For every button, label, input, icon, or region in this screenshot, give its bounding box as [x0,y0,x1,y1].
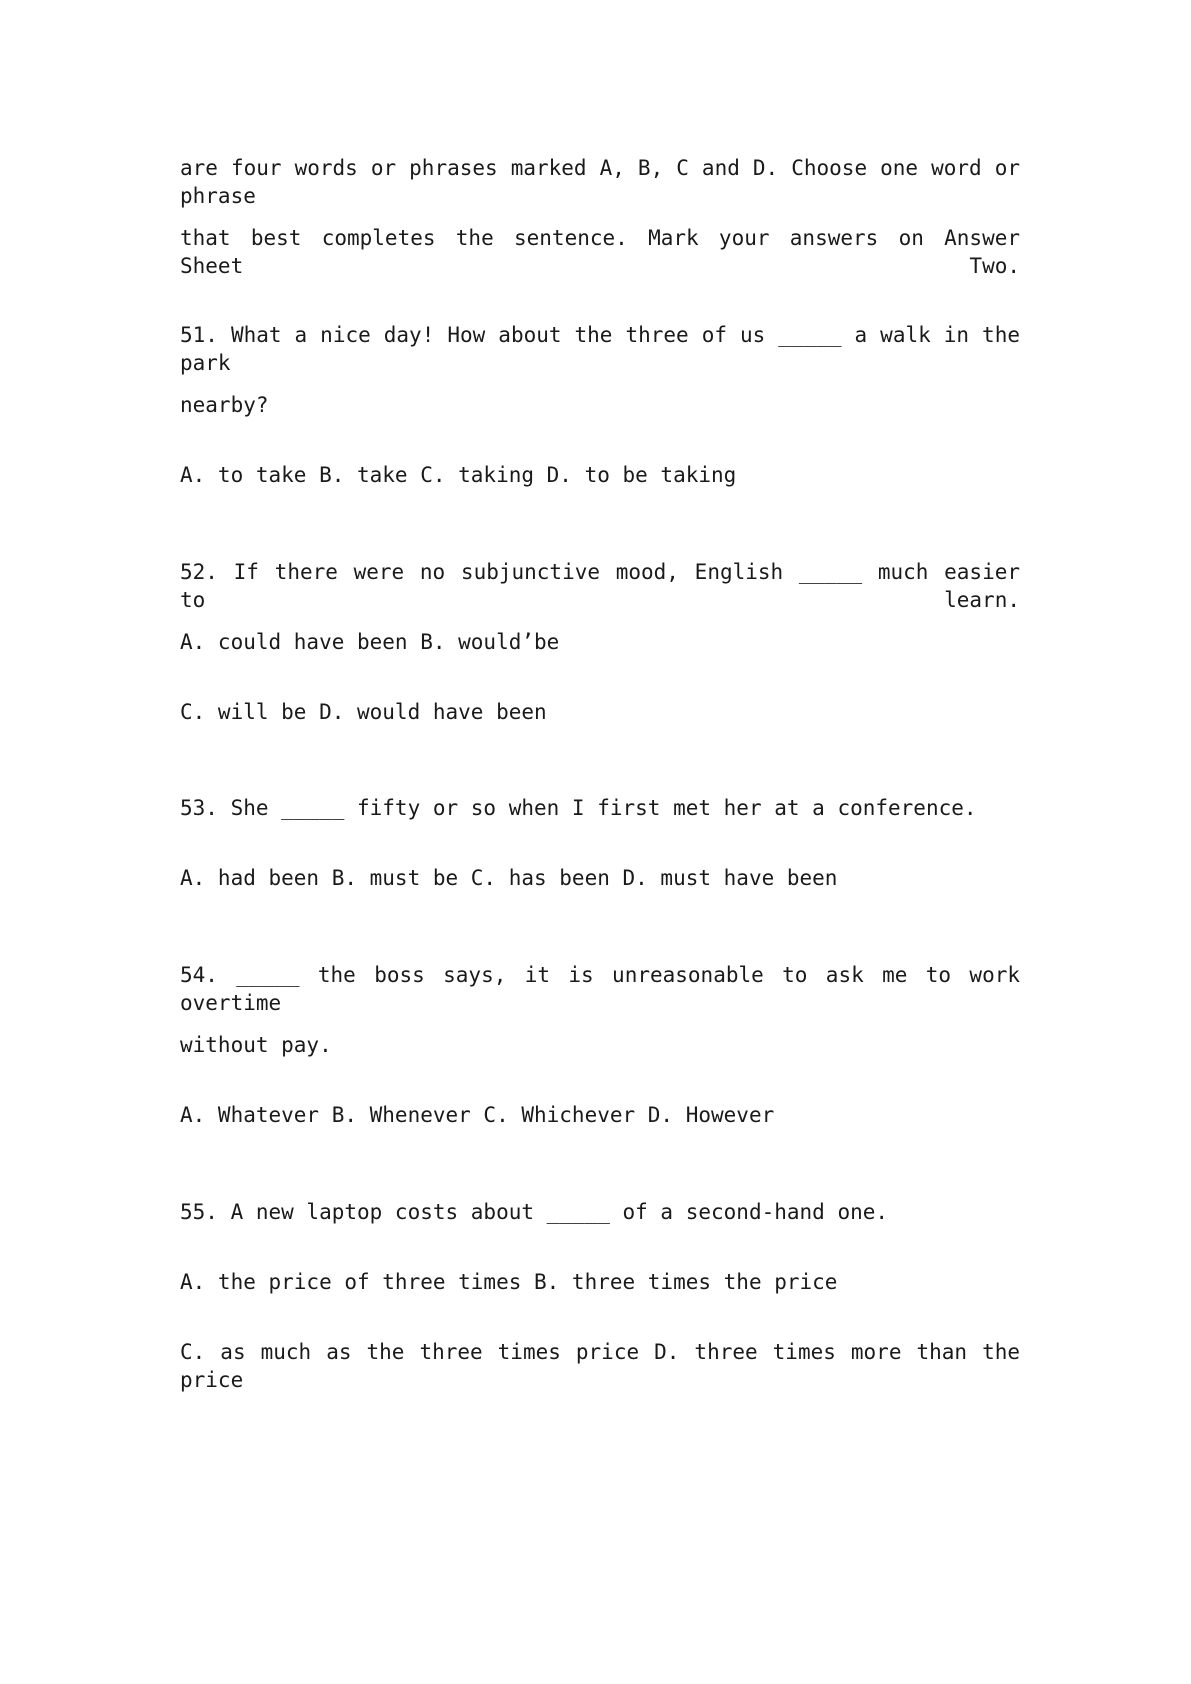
question-52-options-line-2: C. will be D. would have been [180,700,547,724]
question-53-options: A. had been B. must be C. has been D. must have been [180,866,838,890]
question-52-stem-line-1: 52. If there were no subjunctive mood, English _____ much easier to learn. [180,560,1020,612]
question-54-stem-line-2: without pay. [180,1033,332,1057]
question-51-options: A. to take B. take C. taking D. to be taking [180,463,737,487]
question-55-options-line-2: C. as much as the three times price D. three times more than the price [180,1340,1020,1392]
question-55-options-line-1: A. the price of three times B. three times the price [180,1270,838,1294]
question-53-stem-line-1: 53. She _____ fifty or so when I first met her at a conference. [180,796,977,820]
question-51-stem-line-1: 51. What a nice day! How about the three of us _____ a walk in the park [180,323,1020,375]
instructions-line-2: that best completes the sentence. Mark your answers on Answer Sheet Two. [180,226,1020,278]
instructions-line-1: are four words or phrases marked A, B, C and D. Choose one word or phrase [180,156,1020,208]
question-54-options: A. Whatever B. Whenever C. Whichever D. However [180,1103,775,1127]
question-52-options-line-1: A. could have been B. would’be [180,630,560,654]
question-51-stem-line-2: nearby? [180,393,269,417]
question-54-stem-line-1: 54. _____ the boss says, it is unreasonable to ask me to work overtime [180,963,1020,1015]
question-55-stem-line-1: 55. A new laptop costs about _____ of a second-hand one. [180,1200,889,1224]
